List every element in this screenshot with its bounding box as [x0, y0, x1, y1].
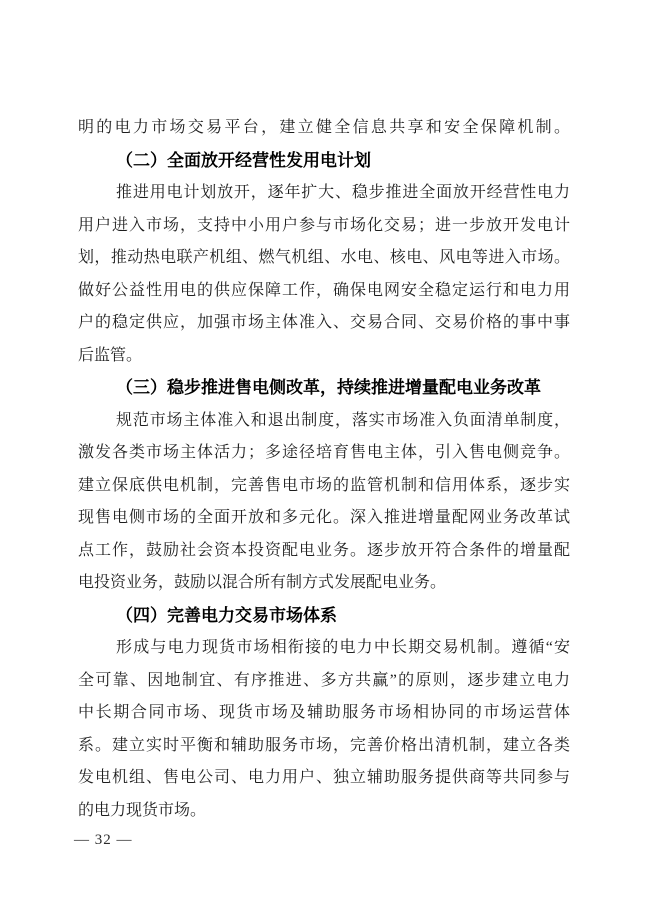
text-line: 做好公益性用电的供应保障工作，确保电网安全稳定运行和电力用 [78, 281, 570, 299]
text-line: 规范市场主体准入和退出制度，落实市场准入负面清单制度， [116, 411, 570, 429]
text-line: 明的电力市场交易平台，建立健全信息共享和安全保障机制。 [78, 119, 570, 136]
page-number: — 32 — [74, 832, 133, 848]
text-line: 发电机组、售电公司、电力用户、独立辅助服务提供商等共同参与 [78, 769, 570, 786]
text-line: 激发各类市场主体活力；多途径培育售电主体，引入售电侧竞争。 [78, 444, 570, 461]
text-line: 中长期合同市场、现货市场及辅助服务市场相协同的市场运营体 [78, 704, 570, 721]
text-line: 形成与电力现货市场相衔接的电力中长期交易机制。遵循“安 [116, 639, 570, 656]
text-line: 的电力现货市场。 [78, 801, 207, 819]
section-heading: （四）完善电力交易市场体系 [116, 605, 337, 625]
text-line: 用户进入市场，支持中小用户参与市场化交易；进一步放开发电计 [78, 216, 570, 234]
text-line: 户的稳定供应，加强市场主体准入、交易合同、交易价格的事中事 [78, 314, 570, 331]
document-body [78, 112, 570, 827]
text-line: 点工作，鼓励社会资本投资配电业务。逐步放开符合条件的增量配 [78, 541, 570, 559]
text-line: 后监管。 [78, 346, 143, 364]
text-line: 现售电侧市场的全面开放和多元化。深入推进增量配网业务改革试 [78, 509, 570, 526]
text-line: 建立保底供电机制，完善售电市场的监管机制和信用体系，逐步实 [78, 476, 570, 494]
text-line: 系。建立实时平衡和辅助服务市场，完善价格出清机制，建立各类 [78, 736, 570, 754]
text-line: 推进用电计划放开，逐年扩大、稳步推进全面放开经营性电力 [116, 184, 570, 201]
section-heading: （三）稳步推进售电侧改革，持续推进增量配电业务改革 [116, 378, 541, 397]
text-line: 划，推动热电联产机组、燃气机组、水电、核电、风电等进入市场。 [78, 249, 570, 266]
text-line: 全可靠、因地制宜、有序推进、多方共赢”的原则，逐步建立电力 [78, 671, 570, 689]
text-line: 电投资业务，鼓励以混合所有制方式发展配电业务。 [78, 574, 447, 591]
section-heading: （二）全面放开经营性发用电计划 [116, 150, 371, 170]
